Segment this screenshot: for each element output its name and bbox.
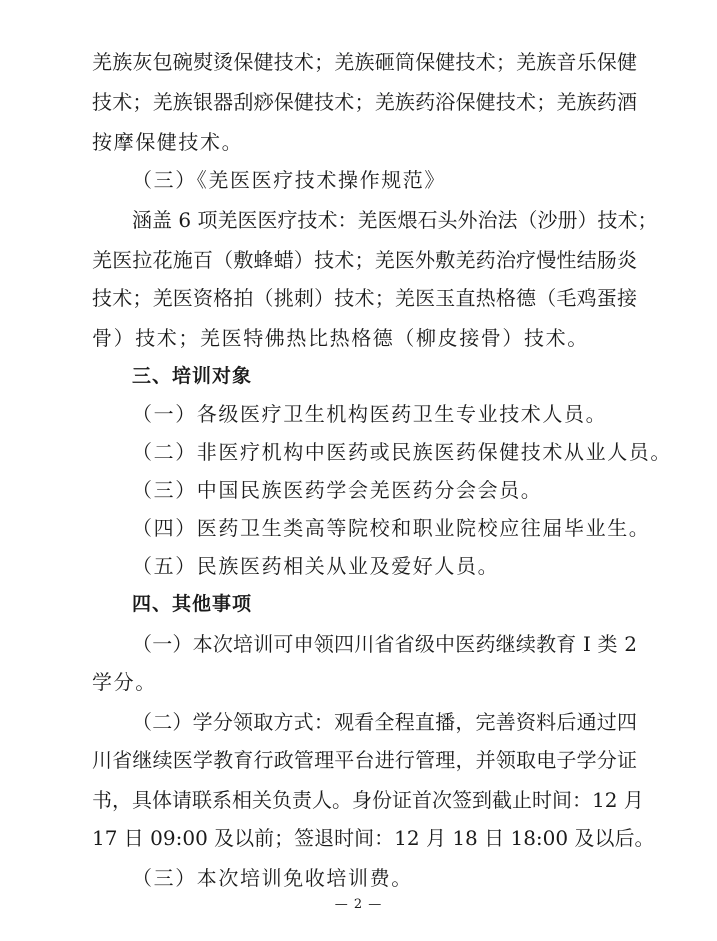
body-line: 涵盖 6 项羌医医疗技术：羌医煨石头外治法（沙册）技术； [132,208,658,232]
list-item: （四）医药卫生类高等院校和职业院校应往届毕业生。 [132,516,651,540]
body-line: （二）学分领取方式：观看全程直播，完善资料后通过四 [132,710,637,734]
body-line: 17 日 09:00 及以前；签退时间：12 月 18 日 18:00 及以后。 [92,826,655,850]
body-line: 技术；羌族银器刮痧保健技术；羌族药浴保健技术；羌族药酒 [92,90,637,114]
section-subheading: （三）《羌医医疗技术操作规范》 [132,168,446,192]
body-line: 川省继续医学教育行政管理平台进行管理，并领取电子学分证 [92,748,637,772]
body-line: （一）本次培训可申领四川省省级中医药继续教育 I 类 2 [132,632,637,656]
list-item: （五）民族医药相关从业及爱好人员。 [132,554,500,578]
body-line: 学分。 [92,670,157,694]
section-heading-training-targets: 三、培训对象 [132,365,253,387]
list-item: （三）中国民族医药学会羌医药分会会员。 [132,478,543,502]
body-line: 书，具体请联系相关负责人。身份证首次签到截止时间：12 月 [92,788,644,812]
page-number: — 2 — [334,897,383,912]
body-line: 骨）技术；羌医特佛热比热格德（柳皮接骨）技术。 [92,326,589,350]
body-line: 按摩保健技术。 [92,130,244,154]
section-heading-other-matters: 四、其他事项 [132,593,253,615]
body-line: （三）本次培训免收培训费。 [132,866,413,890]
body-line: 羌族灰包碗熨烫保健技术；羌族砸筒保健技术；羌族音乐保健 [92,50,637,74]
list-item: （一）各级医疗卫生机构医药卫生专业技术人员。 [132,402,608,426]
body-line: 羌医拉花施百（敷蜂蜡）技术；羌医外敷羌药治疗慢性结肠炎 [92,248,637,272]
list-item: （二）非医疗机构中医药或民族医药保健技术从业人员。 [132,440,672,464]
body-line: 技术；羌医资格拍（挑刺）技术；羌医玉直热格德（毛鸡蛋接 [92,286,637,310]
